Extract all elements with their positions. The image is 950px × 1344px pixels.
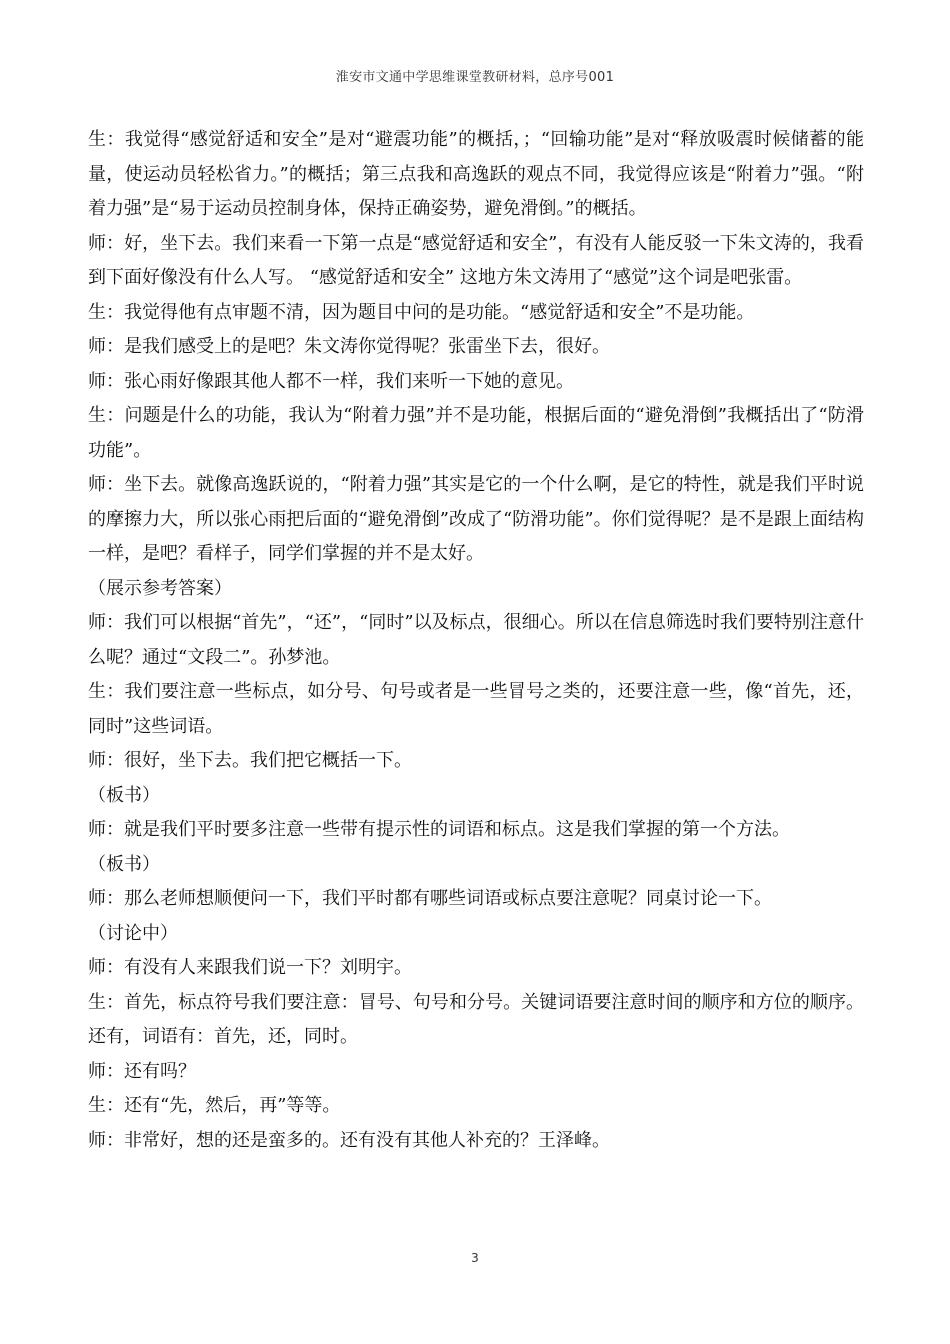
- page-number: 3: [471, 1251, 479, 1265]
- paragraph: 师：就是我们平时要多注意一些带有提示性的词语和标点。这是我们掌握的第一个方法。: [88, 819, 790, 840]
- paragraph: 生：我觉得“感觉舒适和安全”是对“避震功能”的概括，；“回输功能”是对“释放吸震时候储蓄的能量，使运动员轻松省力。”的概括；第三点我和高逸跃的观点不同，我觉得应该是“附着力”强。“附着力强”是“易于运动员控制身体，保持正确姿势，避免滑倒。”的概括。: [88, 129, 864, 219]
- stage-direction: （展示参考答案）: [88, 577, 232, 599]
- paragraph: 生：还有“先，然后，再”等等。: [88, 1095, 341, 1116]
- paragraph: 师：是我们感受上的是吧？朱文涛你觉得呢？张雷坐下去，很好。: [88, 336, 610, 357]
- paragraph: 师：很好，坐下去。我们把它概括一下。: [88, 750, 412, 771]
- stage-direction: （板书）: [88, 853, 160, 875]
- paragraph: 师：我们可以根据“首先”，“还”，“同时”以及标点，很细心。所以在信息筛选时我们要特别注意什么呢？通过“文段二”。孙梦池。: [88, 612, 864, 668]
- paragraph: 师：张心雨好像跟其他人都不一样，我们来听一下她的意见。: [88, 370, 574, 392]
- paragraph: 生：我觉得他有点审题不清，因为题目中问的是功能。“感觉舒适和安全”不是功能。: [88, 301, 755, 323]
- stage-direction: （板书）: [88, 784, 160, 806]
- paragraph: 生：问题是什么的功能，我认为“附着力强”并不是功能，根据后面的“避免滑倒”我概括出了“防滑功能”。: [88, 405, 864, 461]
- paragraph: 师：有没有人来跟我们说一下？刘明宇。: [88, 957, 412, 978]
- page-header: 淮安市文通中学思维课堂教研材料，总序号001: [335, 70, 615, 85]
- paragraph: 生：首先，标点符号我们要注意：冒号、句号和分号。关键词语要注意时间的顺序和方位的顺序。还有，词语有：首先，还，同时。: [88, 991, 864, 1047]
- stage-direction: （讨论中）: [88, 922, 178, 944]
- paragraph: 师：好，坐下去。我们来看一下第一点是“感觉舒适和安全”，有没有人能反驳一下朱文涛的，我看到下面好像没有什么人写。 “感觉舒适和安全” 这地方朱文涛用了“感觉”这个词是吧张雷。: [88, 232, 864, 288]
- paragraph: 师：还有吗？: [88, 1060, 196, 1082]
- paragraph: 生：我们要注意一些标点，如分号、句号或者是一些冒号之类的，还要注意一些，像“首先，还，同时”这些词语。: [88, 681, 864, 737]
- paragraph: 师：坐下去。就像高逸跃说的，“附着力强”其实是它的一个什么啊，是它的特性，就是我们平时说的摩擦力大，所以张心雨把后面的“避免滑倒”改成了“防滑功能”。你们觉得呢？是不是跟上面结构一样，是吧？看样子，同学们掌握的并不是太好。: [88, 474, 864, 564]
- paragraph: 师：非常好，想的还是蛮多的。还有没有其他人补充的？王泽峰。: [88, 1129, 610, 1151]
- paragraph: 师：那么老师想顺便问一下，我们平时都有哪些词语或标点要注意呢？同桌讨论一下。: [88, 888, 772, 909]
- transcript-body: [88, 123, 864, 1158]
